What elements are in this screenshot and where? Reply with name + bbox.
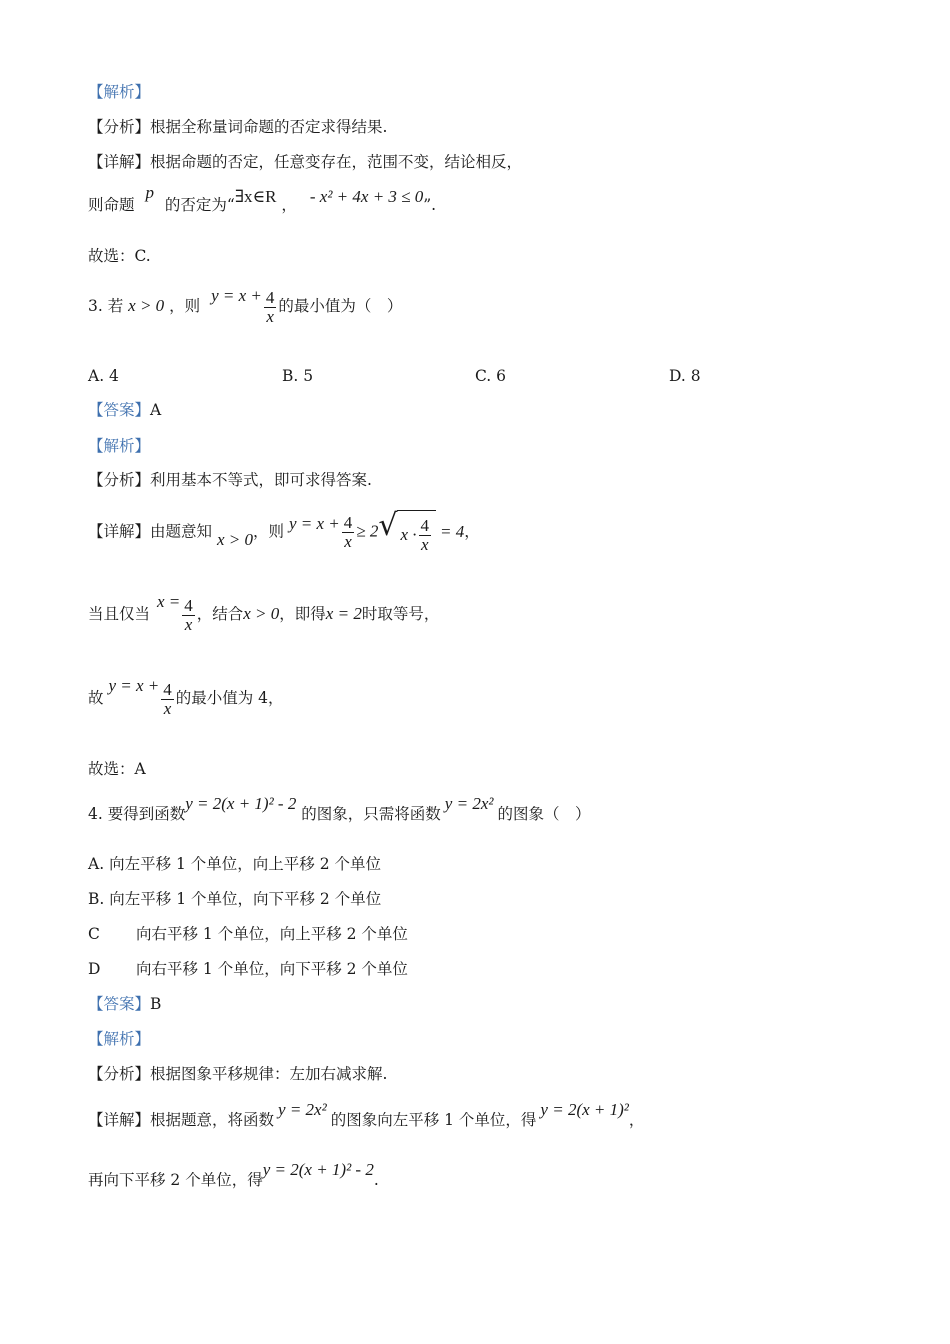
q3-eq-cond: x > 0	[243, 604, 280, 623]
q3-conclusion-line	[88, 676, 284, 720]
q4-option-b	[88, 889, 381, 909]
q2-fenxi-line	[88, 117, 387, 137]
q4-then-f: y = 2(x + 1)² - 2	[262, 1160, 374, 1179]
fraction-denominator: x	[184, 614, 193, 634]
fraction-numerator: 4	[163, 679, 172, 699]
q4-option-a-key: A.	[88, 855, 105, 873]
q3-xj-fraction	[342, 514, 355, 551]
q4-xiangjie-tag: 【详解】	[88, 1111, 151, 1129]
q3-stem-mid: ，则	[169, 297, 201, 315]
q4-stem	[88, 794, 590, 834]
q3-xj-mid: ，则	[253, 522, 285, 541]
q2-neg-p: p	[145, 183, 154, 202]
radical-icon: √	[378, 508, 398, 543]
fraction-denominator: x	[266, 306, 274, 326]
q4-xiangjie-line	[88, 1100, 644, 1140]
q2-neg-mid: 的否定为“	[164, 196, 235, 214]
q3-eq-fraction	[182, 597, 195, 634]
q3-eq-x: x =	[156, 592, 181, 611]
q3-stem-fraction	[264, 289, 277, 326]
q3-option-d: D. 8	[669, 367, 701, 385]
q3-xiangjie-line	[88, 506, 480, 559]
q4-option-a-text: 向左平移 1 个单位，向上平移 2 个单位	[109, 855, 381, 873]
q2-xiangjie-text: 根据命题的否定，任意变存在，范围不变，结论相反，	[150, 153, 523, 171]
q3-answer-line	[88, 400, 161, 420]
q3-option-c: C. 6	[475, 367, 507, 385]
q3-stem-cond: x > 0	[128, 296, 165, 315]
q4-option-c-key: C	[88, 925, 100, 943]
q4-option-a	[88, 854, 381, 874]
q4-answer-line	[88, 994, 161, 1014]
q4-option-d-text: 向右平移 1 个单位，向下平移 2 个单位	[136, 960, 408, 978]
q4-option-b-text: 向左平移 1 个单位，向下平移 2 个单位	[109, 890, 382, 908]
q4-daan: B	[150, 995, 162, 1013]
q4-xj-f2: y = 2(x + 1)²	[540, 1100, 629, 1119]
q4-xj-mid: 的图象向左平移 1 个单位，得	[330, 1111, 537, 1129]
q2-neg-end: ”.	[423, 196, 437, 214]
q2-neg-pre: 则命题	[88, 196, 135, 214]
q4-fenxi-tag: 【分析】	[88, 1065, 151, 1083]
q3-stem-post: 的最小值为（ ）	[278, 297, 403, 315]
fraction-numerator: 4	[420, 515, 430, 535]
q3-xiangjie-tag: 【详解】	[88, 522, 151, 541]
q3-stem-pre: 3. 若	[88, 297, 124, 315]
q3-gu-fraction	[161, 681, 174, 718]
q3-gu-pre: 故	[88, 689, 104, 707]
q4-stem-pre: 4. 要得到函数	[88, 805, 186, 823]
q2-neg-exists: ∃x∈R	[234, 187, 277, 206]
q4-then-end: .	[373, 1171, 379, 1189]
q4-daan-tag: 【答案】	[88, 995, 151, 1013]
q3-eq-mid: ，结合	[196, 605, 244, 623]
q3-equality-line	[88, 592, 439, 636]
q2-jiexi-label: 【解析】	[88, 83, 151, 101]
q3-stem-y: y = x +	[211, 286, 262, 305]
q3-stem	[88, 284, 402, 328]
q4-stem-post: 的图象（ ）	[497, 805, 591, 823]
q4-stem-f1: y = 2(x + 1)² - 2	[185, 794, 297, 813]
q2-neg-expr: - x² + 4x + 3 ≤ 0	[309, 187, 424, 206]
q3-eq-post: 时取等号，	[361, 605, 440, 623]
q2-fenxi-tag: 【分析】	[88, 118, 151, 136]
fraction-numerator: 4	[265, 287, 275, 307]
q2-fenxi-text: 根据全称量词命题的否定求得结果.	[150, 118, 388, 136]
q3-fenxi-tag: 【分析】	[88, 471, 151, 489]
q3-xj-sqrt-fraction	[419, 517, 432, 554]
q4-jiexi-label: 【解析】	[88, 1030, 151, 1048]
q4-stem-f2: y = 2x²	[444, 794, 494, 813]
q3-eq-val: x = 2	[325, 604, 362, 623]
q2-xiangjie-tag: 【详解】	[88, 153, 151, 171]
q3-xj-pre: 由题意知	[150, 522, 213, 541]
q2-xiangjie-line	[88, 152, 522, 172]
q4-option-c-text: 向右平移 1 个单位，向上平移 2 个单位	[136, 925, 408, 943]
q2-negation-line	[88, 183, 437, 220]
q3-guxuan: 故选：A	[88, 760, 146, 778]
q3-fenxi-text: 利用基本不等式，即可求得答案.	[150, 471, 372, 489]
q3-option-a: A. 4	[88, 367, 119, 385]
q3-gu-y: y = x +	[108, 676, 160, 695]
fraction-numerator: 4	[184, 595, 193, 615]
q3-xj-cond: x > 0	[216, 529, 253, 549]
q3-xj-eq: = 4	[440, 521, 465, 541]
sqrt-body	[397, 510, 436, 559]
q4-xj-end: ，	[628, 1111, 645, 1129]
fraction-denominator: x	[344, 532, 352, 551]
q4-fenxi-line	[88, 1064, 387, 1084]
q4-option-c	[88, 924, 408, 944]
fraction-denominator: x	[420, 534, 429, 554]
q2-neg-comma: ，	[281, 196, 297, 214]
q3-daan-tag: 【答案】	[88, 401, 151, 419]
q2-guxuan: 故选：C.	[88, 247, 151, 265]
q4-option-d-key: D	[88, 960, 101, 978]
q4-fenxi-text: 根据图象平移规律：左加右减求解.	[150, 1065, 388, 1083]
q3-xj-sqrt-x: x ·	[400, 525, 417, 544]
q3-eq-mid2: ，即得	[279, 605, 326, 623]
q3-xj-ge: ≥ 2	[356, 521, 379, 541]
q4-option-d	[88, 959, 408, 979]
fraction-denominator: x	[163, 698, 172, 718]
q4-then-pre: 再向下平移 2 个单位，得	[88, 1171, 263, 1189]
q3-gu-post: 的最小值为 4，	[175, 689, 284, 707]
sqrt-sign	[378, 506, 436, 559]
q3-fenxi-line	[88, 470, 372, 490]
q3-xj-y: y = x +	[288, 513, 340, 533]
q4-option-b-key: B.	[88, 890, 105, 908]
q3-xj-end: ，	[464, 522, 480, 541]
q3-jiexi-label: 【解析】	[88, 437, 151, 455]
q3-option-b: B. 5	[282, 367, 314, 385]
q4-xj-pre: 根据题意，将函数	[150, 1111, 275, 1129]
q4-xj-f1: y = 2x²	[278, 1100, 327, 1119]
q4-then-line	[88, 1160, 379, 1200]
q3-eq-pre: 当且仅当	[88, 605, 151, 623]
q3-daan: A	[150, 401, 162, 419]
fraction-numerator: 4	[343, 513, 353, 532]
q4-stem-mid: 的图象，只需将函数	[301, 805, 441, 823]
